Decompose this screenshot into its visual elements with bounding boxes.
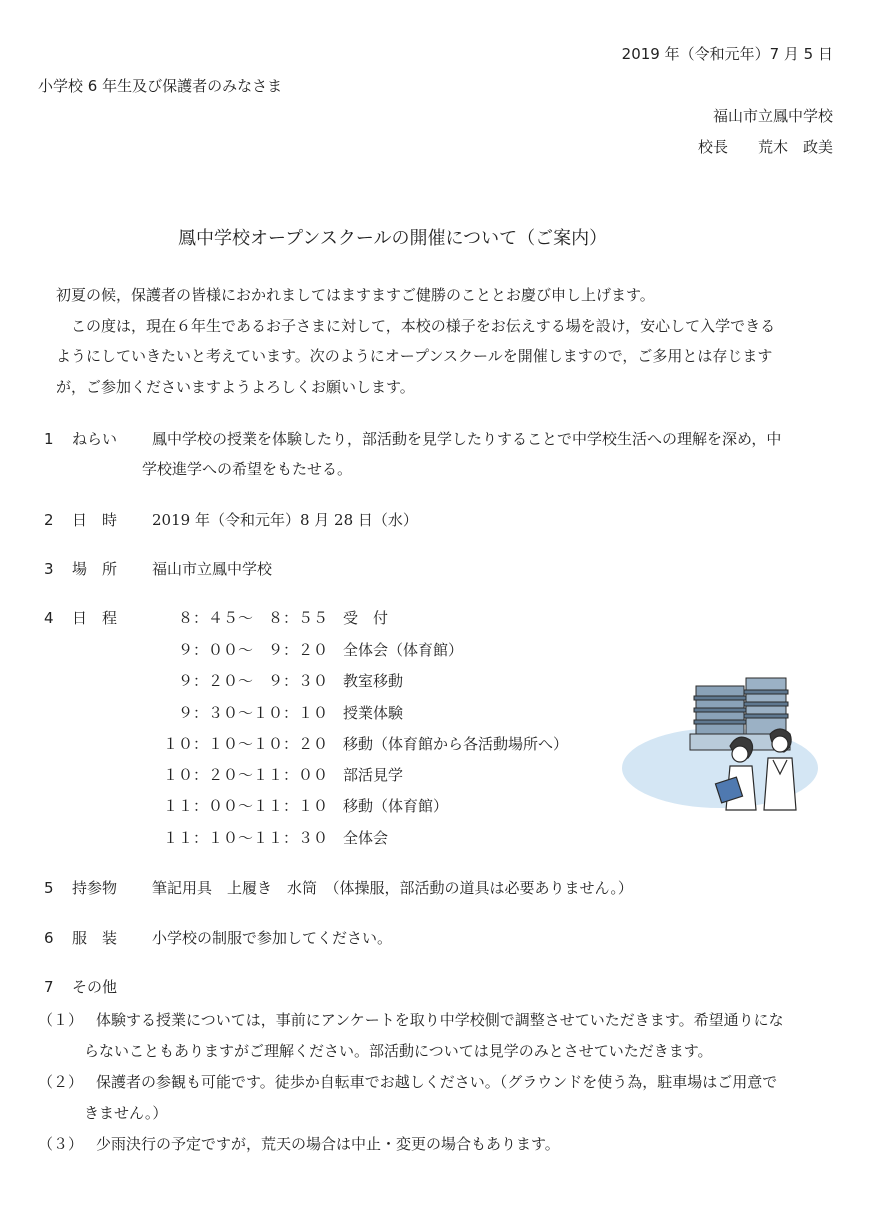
note-number-2: （２）: [38, 1073, 84, 1091]
schedule-event: 移動（体育館）: [343, 797, 449, 815]
schedule-event: 部活見学: [343, 766, 404, 784]
schedule-time: ９：３０～１０：１０: [177, 704, 328, 722]
event-date: 2019 年（令和元年）8 月 28 日（水）: [152, 511, 418, 529]
schedule-time: ８：４５～ ８：５５: [177, 609, 328, 627]
school-students-illustration: [620, 668, 820, 813]
schedule-time: １１：１０～１１：３０: [162, 829, 328, 847]
schedule-event: 全体会（体育館）: [343, 641, 464, 659]
item-label-datetime: 日 時: [72, 511, 118, 529]
schedule-time: １０：２０～１１：００: [162, 766, 328, 784]
item-label-dress: 服 装: [72, 929, 118, 947]
item-label-other: その他: [72, 978, 118, 996]
note-2-line-1: 保護者の参観も可能です。徒歩か自転車でお越しください。（グラウンドを使う為，駐車場はご用意で: [96, 1073, 778, 1091]
item-label-aim: ねらい: [72, 430, 118, 448]
item-number-5: 5: [44, 879, 54, 897]
schedule-time: １１：００～１１：１０: [162, 797, 328, 815]
document-date: 2019 年（令和元年）7 月 5 日: [621, 45, 833, 63]
intro-line-4: が，ご参加くださいますようよろしくお願いします。: [56, 378, 415, 396]
item-number-2: 2: [44, 511, 54, 529]
item-label-schedule: 日 程: [72, 609, 118, 627]
intro-line-1: 初夏の候，保護者の皆様におかれましてはますますご健勝のこととお慶び申し上げます。: [56, 286, 655, 304]
item-number-7: 7: [44, 978, 54, 996]
schedule-event: 移動（体育館から各活動場所へ）: [343, 735, 569, 753]
item-label-belongings: 持参物: [72, 879, 118, 897]
note-2-line-2: きません。）: [84, 1104, 168, 1122]
schedule-event: 教室移動: [343, 672, 404, 690]
dress-text: 小学校の制服で参加してください。: [152, 929, 393, 947]
schedule-time: １０：１０～１０：２０: [162, 735, 328, 753]
school-name: 福山市立鳳中学校: [712, 107, 833, 125]
item-number-6: 6: [44, 929, 54, 947]
note-1-line-1: 体験する授業については，事前にアンケートを取り中学校側で調整させていただきます。希望通りにな: [96, 1011, 784, 1029]
principal-name: 校長 荒木 政美: [697, 138, 833, 156]
schedule-time: ９：２０～ ９：３０: [177, 672, 328, 690]
recipient: 小学校 6 年生及び保護者のみなさま: [38, 77, 283, 95]
note-number-3: （３）: [38, 1135, 84, 1153]
event-place: 福山市立鳳中学校: [152, 560, 273, 578]
item-number-4: 4: [44, 609, 54, 627]
item-number-1: 1: [44, 430, 54, 448]
note-3-line-1: 少雨決行の予定ですが，荒天の場合は中止・変更の場合もあります。: [96, 1135, 560, 1153]
schedule-event: 授業体験: [343, 704, 404, 722]
document-title: 鳳中学校オープンスクールの開催について（ご案内）: [178, 228, 608, 249]
note-1-line-2: らないこともありますがご理解ください。部活動については見学のみとさせていただきます。: [84, 1042, 713, 1060]
intro-line-2: この度は，現在６年生であるお子さまに対して，本校の様子をお伝えする場を設け，安心して入学できる: [56, 317, 776, 335]
schedule-time: ９：００～ ９：２０: [177, 641, 328, 659]
item-number-3: 3: [44, 560, 54, 578]
intro-line-3: ようにしていきたいと考えています。次のようにオープンスクールを開催しますので，ご多用とは存じます: [56, 347, 773, 365]
note-number-1: （１）: [38, 1011, 84, 1029]
aim-line-2: 学校進学への希望をもたせる。: [142, 460, 353, 478]
item-label-place: 場 所: [72, 560, 118, 578]
aim-line-1: 鳳中学校の授業を体験したり，部活動を見学したりすることで中学校生活への理解を深め，中: [152, 430, 782, 448]
schedule-event: 受 付: [343, 609, 389, 627]
belongings-text: 筆記用具 上履き 水筒 （体操服，部活動の道具は必要ありません。）: [152, 879, 633, 897]
schedule-event: 全体会: [343, 829, 389, 847]
